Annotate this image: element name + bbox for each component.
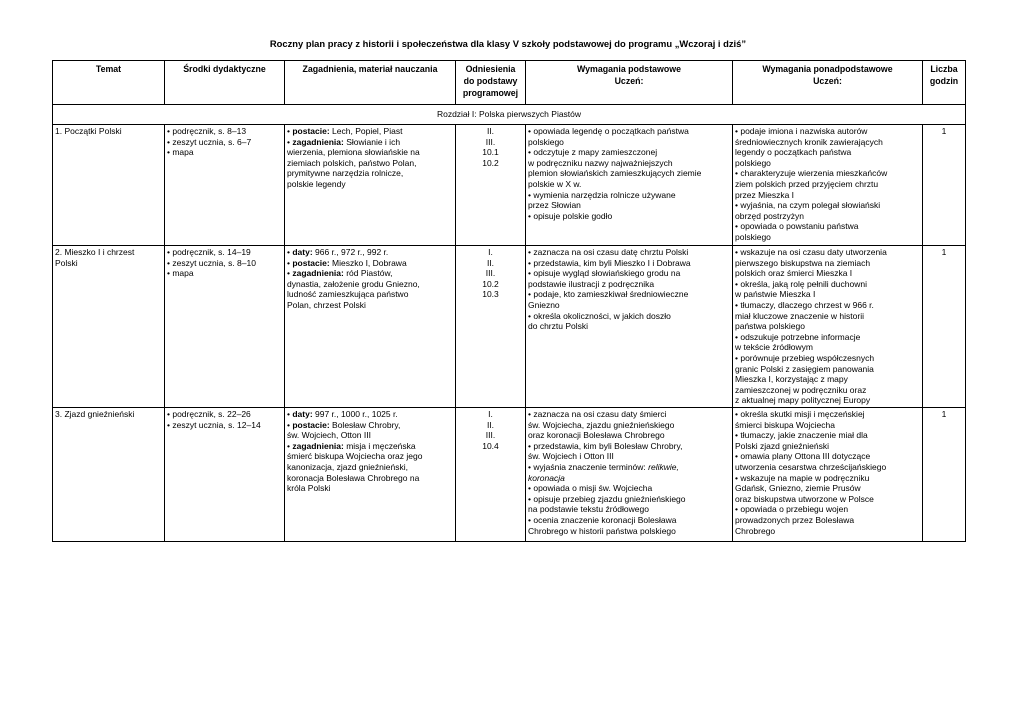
cell-line: • wymienia narzędzia rolnicze używane — [528, 189, 676, 200]
text-segment: 966 r., 972 r., 992 r. — [312, 247, 389, 257]
cell-line: polskich oraz śmierci Mieszka I — [735, 268, 853, 279]
cell-line: zamieszczonej w podręczniku oraz — [735, 384, 867, 395]
hours-cell: 1 — [923, 246, 966, 408]
text-segment: ród Piastów, — [343, 268, 393, 279]
text-segment: Lech, Popiel, Piast — [329, 126, 403, 136]
curriculum-refs-cell — [456, 408, 526, 542]
cell-line — [528, 526, 730, 537]
curriculum-refs-cell — [456, 125, 526, 246]
cell-line: 10.2 — [482, 278, 499, 289]
cell-line — [528, 462, 730, 473]
basic-requirements-cell — [526, 246, 733, 408]
cell-line — [287, 258, 453, 269]
topic-cell: 1. Początki Polski — [53, 125, 165, 246]
cell-line: przez Słowian — [528, 200, 581, 211]
hours-cell: 1 — [923, 125, 966, 246]
cell-line: średniowiecznych kronik zawierających — [735, 136, 883, 147]
cell-line: • podręcznik, s. 8–13 — [167, 126, 247, 136]
cell-line: • podaje imiona i nazwiska autorów — [735, 126, 868, 136]
cell-line — [287, 420, 453, 431]
cell-line: miał kluczowe znaczenie w historii — [735, 310, 864, 321]
cell-line: • charakteryzuje wierzenia mieszkańców — [735, 168, 888, 179]
cell-line: państwa polskiego — [735, 321, 805, 332]
column-header: Wymagania podstawowe Uczeń: — [526, 61, 733, 105]
text-segment: oraz koronacji Bolesława Chrobrego — [528, 430, 665, 441]
cell-line — [287, 462, 453, 473]
cell-line: 10.1 — [482, 147, 499, 158]
text-segment: • — [287, 419, 293, 430]
cell-line: • zaznacza na osi czasu datę chrztu Polski — [528, 247, 689, 257]
cell-line: • zeszyt ucznia, s. 6–7 — [167, 136, 252, 147]
cell-line: • wskazuje na mapie w podręczniku — [735, 472, 870, 483]
cell-line: III. — [485, 430, 496, 441]
cell-line — [287, 483, 453, 494]
cell-line: polskiego — [735, 157, 771, 168]
cell-line: Mieszka I, korzystając z mapy — [735, 374, 848, 385]
text-segment: Polan, chrzest Polski — [287, 299, 366, 310]
cell-line: Gniezno — [528, 299, 560, 310]
cell-line: • wskazuje na osi czasu daty utworzenia — [735, 247, 887, 257]
cell-line: pierwszego biskupstwa na ziemiach — [735, 257, 871, 268]
cell-line — [287, 126, 453, 137]
cell-line: • podręcznik, s. 14–19 — [167, 247, 251, 257]
cell-line — [287, 430, 453, 441]
field-label: zagadnienia: — [292, 136, 344, 147]
cell-line: przez Mieszka I — [735, 189, 795, 200]
cell-line: • określa, jaką rolę pełnili duchowni — [735, 278, 867, 289]
cell-line — [287, 247, 453, 258]
cell-line — [287, 137, 453, 148]
cell-line — [528, 494, 730, 505]
field-label: zagadnienia: — [292, 440, 344, 451]
cell-line: 10.2 — [482, 157, 499, 168]
chapter-title: Rozdział I: Polska pierwszych Piastów — [53, 105, 966, 125]
content-cell — [285, 408, 456, 542]
text-segment: • ocenia znaczenie koronacji Bolesława — [528, 514, 677, 525]
text-segment: prymitywne narzędzia rolnicze, — [287, 168, 404, 179]
cell-line: Polski zjazd gnieźnieński — [735, 440, 830, 451]
cell-line: • porównuje przebieg współczesnych — [735, 352, 875, 363]
topic-row — [53, 125, 966, 246]
cell-line: • opowiada o powstaniu państwa — [735, 221, 859, 232]
content-cell — [285, 246, 456, 408]
cell-line: obrzęd postrzyżyn — [735, 210, 804, 221]
document-title: Roczny plan pracy z historii i społeczeństwa dla klasy V szkoły podstawowej do programu „Wczoraj i dziś” — [269, 38, 747, 49]
cell-line: utworzenia cesarstwa chrześcijańskiego — [735, 461, 887, 472]
cell-line — [287, 147, 453, 158]
advanced-requirements-cell — [733, 125, 923, 246]
cell-line: Gdańsk, Gniezno, ziemie Prusów — [735, 483, 861, 494]
cell-line — [287, 268, 453, 279]
cell-line: • opowiada o przebiegu wojen — [735, 504, 849, 515]
text-segment: misja i męczeńska — [343, 440, 416, 451]
header-row — [53, 61, 966, 105]
cell-line: • zeszyt ucznia, s. 8–10 — [167, 257, 256, 268]
cell-line: legendy o początkach państwa — [735, 147, 852, 158]
text-segment: koronacja Bolesława Chrobrego na — [287, 472, 420, 483]
cell-line: 10.3 — [482, 289, 499, 300]
cell-line: • odszukuje potrzebne informacje — [735, 331, 861, 342]
cell-line — [528, 451, 730, 462]
cell-line — [287, 289, 453, 300]
column-header: Temat — [53, 61, 165, 105]
text-segment: • zaznacza na osi czasu daty śmierci — [528, 409, 667, 419]
field-label: postacie: — [292, 419, 330, 430]
text-segment: wierzenia, plemiona słowiańskie na — [287, 147, 420, 158]
column-header: Odniesienia do podstawy programowej — [456, 61, 526, 105]
text-segment: św. Wojciech i Otton III — [528, 451, 614, 462]
lesson-plan-table — [52, 60, 966, 542]
cell-line: oraz biskupstwa utworzone w Polsce — [735, 493, 874, 504]
text-segment: śmierć biskupa Wojciecha oraz jego — [287, 451, 423, 462]
term: koronacja — [528, 472, 565, 483]
topic-row — [53, 246, 966, 408]
cell-line: w podręczniku nazwy najważniejszych — [528, 157, 673, 168]
column-header: Środki dydaktyczne — [165, 61, 285, 105]
cell-line — [528, 430, 730, 441]
column-header: Liczba godzin — [923, 61, 966, 105]
text-segment: Bolesław Chrobry, — [329, 419, 401, 430]
cell-line: w tekście źródłowym — [735, 342, 813, 353]
cell-line: • określa okoliczności, w jakich doszło — [528, 310, 671, 321]
cell-line — [287, 279, 453, 290]
field-label: postacie: — [292, 126, 330, 136]
cell-line: granic Polski z zasięgiem panowania — [735, 363, 874, 374]
text-segment: św. Wojciech, Otton III — [287, 430, 371, 441]
text-segment: • opisuje przebieg zjazdu gnieźnieńskiego — [528, 493, 686, 504]
cell-line: • odczytuje z mapy zamieszczonej — [528, 147, 658, 158]
topic-row — [53, 408, 966, 542]
cell-line — [287, 451, 453, 462]
text-segment: • — [287, 409, 293, 419]
text-segment: ludność zamieszkująca państwo — [287, 289, 409, 300]
cell-line — [528, 483, 730, 494]
cell-line — [287, 409, 453, 420]
text-segment: • — [287, 268, 293, 279]
cell-line — [528, 409, 730, 420]
cell-line — [528, 473, 730, 484]
cell-line: • podręcznik, s. 22–26 — [167, 409, 251, 419]
advanced-requirements-cell — [733, 246, 923, 408]
text-segment: • — [287, 257, 293, 268]
advanced-requirements-cell — [733, 408, 923, 542]
hours-cell: 1 — [923, 408, 966, 542]
cell-line: prowadzonych przez Bolesława — [735, 514, 855, 525]
cell-line — [528, 504, 730, 515]
text-segment: dynastia, założenie grodu Gniezno, — [287, 278, 420, 289]
cell-line: polskiego — [735, 231, 771, 242]
cell-line: Chrobrego — [735, 525, 776, 536]
text-segment: polskie legendy — [287, 178, 346, 189]
cell-line: II. — [486, 419, 495, 430]
cell-line: z aktualnej mapy politycznej Europy — [735, 395, 871, 406]
text-segment: • — [287, 136, 293, 147]
field-label: postacie: — [292, 257, 330, 268]
topic-cell: 3. Zjazd gnieźnieński — [53, 408, 165, 542]
cell-line: • tłumaczy, jakie znaczenie miał dla — [735, 430, 868, 441]
cell-line — [287, 158, 453, 169]
cell-line — [287, 168, 453, 179]
cell-line — [287, 441, 453, 452]
materials-cell — [165, 246, 285, 408]
cell-line: polskiego — [528, 136, 564, 147]
text-segment: Słowianie i ich — [343, 136, 401, 147]
basic-requirements-cell — [526, 125, 733, 246]
chapter-row — [53, 105, 966, 125]
cell-line: 10.4 — [482, 440, 499, 451]
cell-line — [287, 300, 453, 311]
text-segment: • — [287, 247, 293, 257]
cell-line: • opisuje wygląd słowiańskiego grodu na — [528, 268, 681, 279]
text-segment: na podstawie tekstu źródłowego — [528, 504, 649, 515]
cell-line: • określa skutki misji i męczeńskiej — [735, 409, 865, 419]
content-cell — [285, 125, 456, 246]
curriculum-refs-cell — [456, 246, 526, 408]
cell-line: III. — [485, 136, 496, 147]
cell-line — [528, 515, 730, 526]
cell-line: śmierci biskupa Wojciecha — [735, 419, 835, 430]
text-segment: ziemiach polskich, państwo Polan, — [287, 157, 417, 168]
cell-line: podstawie ilustracji z podręcznika — [528, 278, 655, 289]
text-segment: Mieszko I, Dobrawa — [329, 257, 407, 268]
cell-line: II. — [486, 257, 495, 268]
topic-cell: 2. Mieszko I i chrzest Polski — [53, 246, 165, 408]
text-segment: • — [287, 440, 293, 451]
cell-line: II. — [486, 126, 495, 136]
cell-line: • opisuje polskie godło — [528, 210, 613, 221]
text-segment: • wyjaśnia znaczenie terminów: — [528, 461, 649, 472]
cell-line: • zeszyt ucznia, s. 12–14 — [167, 419, 261, 430]
cell-line: • mapa — [167, 268, 194, 279]
field-label: daty: — [292, 409, 313, 419]
cell-line — [528, 441, 730, 452]
cell-line: III. — [485, 268, 496, 279]
cell-line: • opowiada legendę o początkach państwa — [528, 126, 689, 136]
cell-line: • mapa — [167, 147, 194, 158]
materials-cell — [165, 125, 285, 246]
text-segment: króla Polski — [287, 483, 331, 494]
cell-line: I. — [488, 409, 493, 419]
text-segment: • — [287, 126, 293, 136]
cell-line — [528, 420, 730, 431]
cell-line: • wyjaśnia, na czym polegał słowiański — [735, 200, 881, 211]
text-segment: • przedstawia, kim byli Bolesław Chrobry, — [528, 440, 683, 451]
column-header: Wymagania ponadpodstawowe Uczeń: — [733, 61, 923, 105]
cell-line: ziem polskich przed przyjęciem chrztu — [735, 178, 879, 189]
text-segment: św. Wojciecha, zjazdu gnieźnieńskiego — [528, 419, 675, 430]
field-label: daty: — [292, 247, 313, 257]
term: relikwie, — [648, 461, 679, 472]
field-label: zagadnienia: — [292, 268, 344, 279]
cell-line: I. — [488, 247, 493, 257]
cell-line: • podaje, kto zamieszkiwał średniowieczne — [528, 289, 689, 300]
cell-line: plemion słowiańskich zamieszkujących ziemie — [528, 168, 702, 179]
basic-requirements-cell — [526, 408, 733, 542]
text-segment: • opowiada o misji św. Wojciecha — [528, 483, 653, 494]
cell-line: do chrztu Polski — [528, 321, 588, 332]
cell-line: • omawia plany Ottona III dotyczące — [735, 451, 871, 462]
cell-line: w państwie Mieszka I — [735, 289, 816, 300]
text-segment: Chrobrego w historii państwa polskiego — [528, 525, 676, 536]
cell-line: • przedstawia, kim byli Mieszko I i Dobrawa — [528, 257, 691, 268]
cell-line — [287, 179, 453, 190]
materials-cell — [165, 408, 285, 542]
cell-line: • tłumaczy, dlaczego chrzest w 966 r. — [735, 299, 874, 310]
text-segment: kanonizacja, zjazd gnieźnieński, — [287, 461, 408, 472]
text-segment: 997 r., 1000 r., 1025 r. — [312, 409, 398, 419]
cell-line — [287, 473, 453, 484]
cell-line: polskie w X w. — [528, 178, 582, 189]
column-header: Zagadnienia, materiał nauczania — [285, 61, 456, 105]
